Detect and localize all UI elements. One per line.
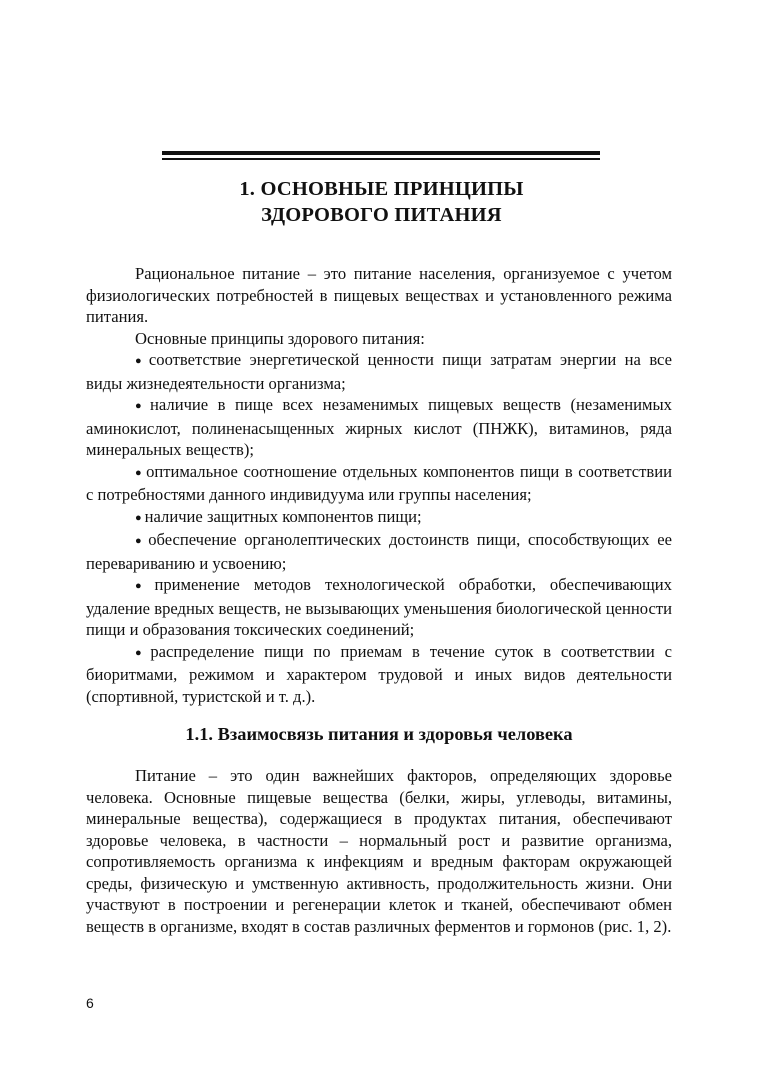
principle-text: обеспечение органолептических достоинств пищи, способствующих ее перевариванию и усвоению;	[86, 530, 672, 573]
principle-item	[86, 641, 672, 708]
bullet-icon: ●	[135, 400, 148, 412]
chapter-rule-thick	[162, 151, 600, 155]
principle-item	[86, 529, 672, 574]
chapter-title-line-1: 1. ОСНОВНЫЕ ПРИНЦИПЫ	[239, 178, 524, 200]
principle-text: наличие защитных компонентов пищи;	[144, 506, 422, 526]
bullet-icon: ●	[135, 466, 144, 479]
chapter-body	[86, 263, 672, 707]
section-paragraph: Питание – это один важнейших факторов, определяющих здоровье человека. Основные пищевые вещества (белки, жиры, углеводы, витамины, минеральные вещества), содержащиеся в продуктах питания, обеспечивают здоровье человека, в частности – нормальный рост и развитие организма, сопротивляемость организма к инфекциям и вредным факторам окружающей среды, физическую и умственную активность, продолжительность жизни. Они участвуют в построении и регенерации клеток и тканей, обеспечивают обмен веществ в организме, входят в состав различных ферментов и гормонов (рис. 1, 2).	[86, 766, 672, 936]
principle-text: применение методов технологической обработки, обеспечивающих удаление вредных веществ, не вызывающих уменьшения биологической ценности пищи и образования токсических соединений;	[86, 575, 672, 639]
section-title: 1.1. Взаимосвязь питания и здоровья человека	[185, 724, 573, 744]
bullet-icon: ●	[135, 511, 142, 524]
principle-item	[86, 349, 672, 394]
section-body	[86, 765, 672, 937]
principle-text: оптимальное соотношение отдельных компонентов пищи в соответствии с потребностями данного индивидуума или группы населения;	[86, 461, 672, 504]
principle-item	[86, 506, 672, 530]
principle-text: наличие в пище всех незаменимых пищевых веществ (незаменимых аминокислот, полиненасыщенных жирных кислот (ПНЖК), витаминов, ряда минеральных веществ);	[86, 395, 672, 459]
principle-item	[86, 394, 672, 461]
bullet-icon: ●	[135, 646, 148, 659]
chapter-title-line-2: ЗДОРОВОГО ПИТАНИЯ	[261, 204, 502, 226]
principle-text: соответствие энергетической ценности пищи затратам энергии на все виды жизнедеятельности организма;	[86, 350, 672, 393]
chapter-title	[0, 176, 763, 228]
bullet-icon: ●	[135, 355, 146, 367]
principle-item	[86, 461, 672, 506]
principle-item	[86, 574, 672, 641]
principle-text: распределение пищи по приемам в течение суток в соответствии с биоритмами, режимом и характером трудовой и иных видов деятельности (спортивной, туристской и т. д.).	[86, 641, 672, 706]
bullet-icon: ●	[135, 580, 152, 592]
chapter-rule-thin	[162, 158, 600, 160]
intro-paragraph: Рациональное питание – это питание населения, организуемое с учетом физиологических потребностей в пищевых веществах и установленного режима питания.	[86, 264, 672, 326]
principles-heading: Основные принципы здорового питания:	[135, 328, 425, 348]
bullet-icon: ●	[135, 535, 146, 547]
page-number: 6	[86, 995, 94, 1011]
